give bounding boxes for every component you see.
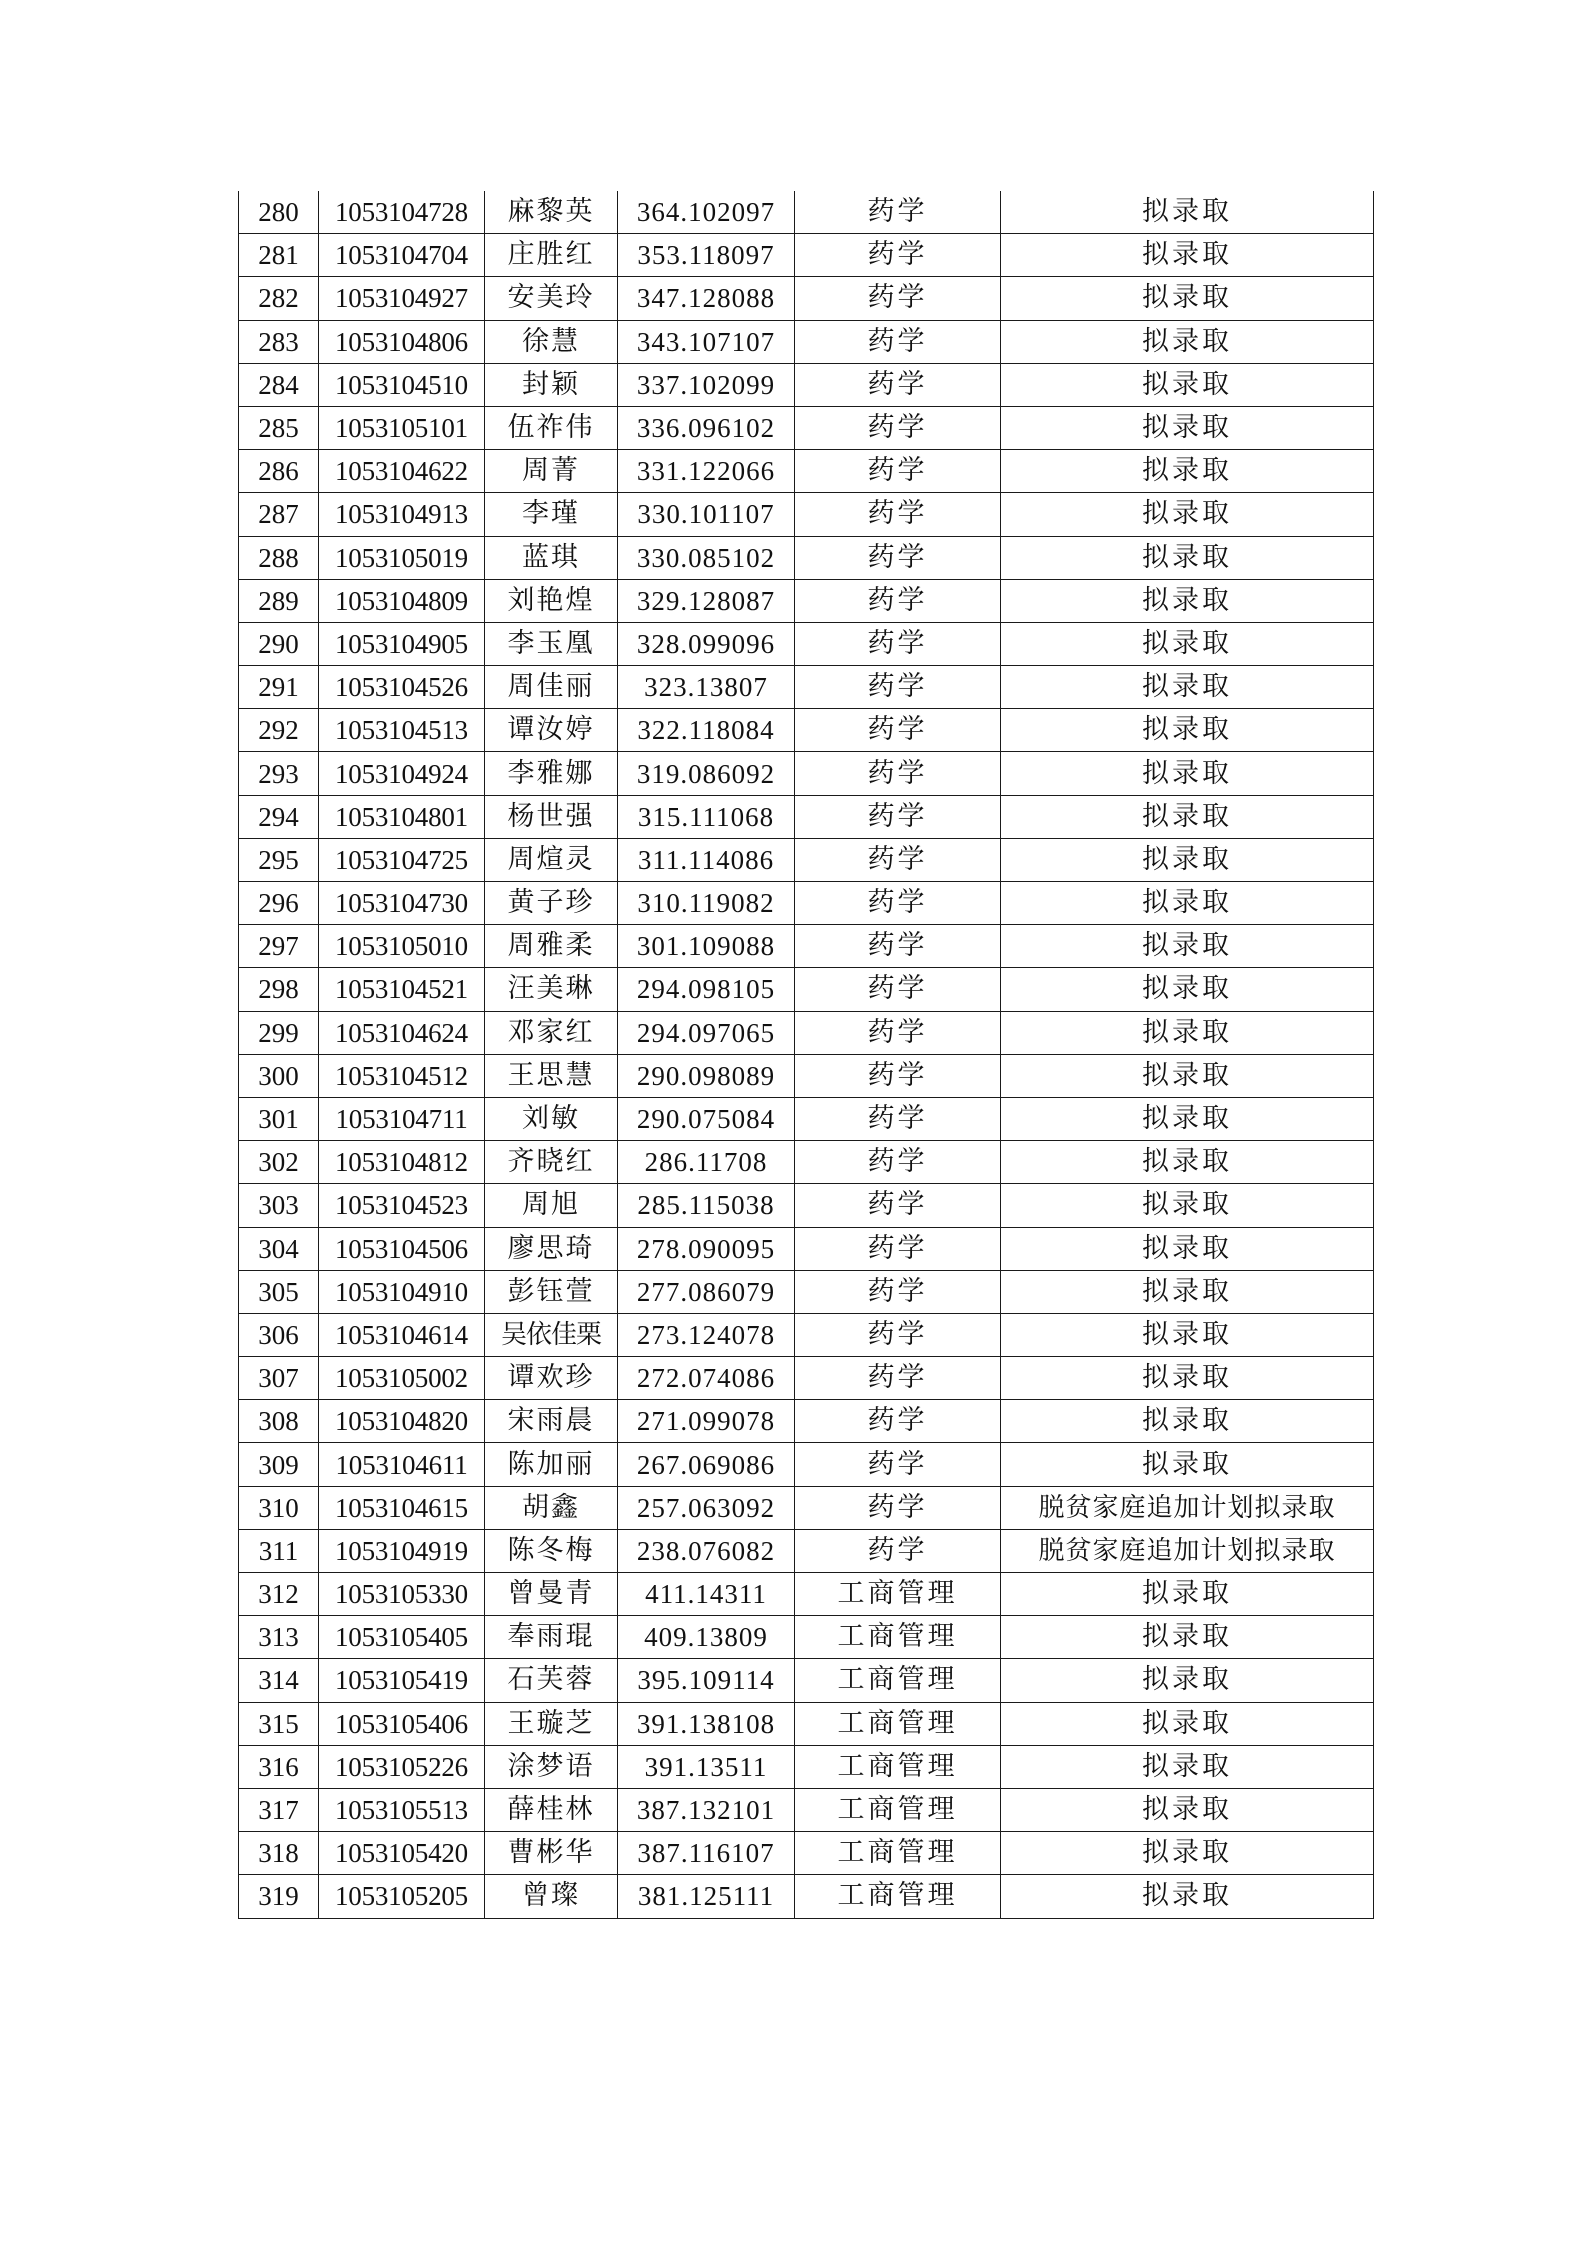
major: 药学 (795, 320, 1001, 363)
admission-status: 拟录取 (1001, 666, 1374, 709)
candidate-id: 1053104704 (319, 234, 485, 277)
candidate-id: 1053105002 (319, 1357, 485, 1400)
candidate-id: 1053104812 (319, 1141, 485, 1184)
major: 药学 (795, 1227, 1001, 1270)
total-score: 310.119082 (618, 882, 795, 925)
table-row (239, 1011, 1374, 1054)
admission-status: 拟录取 (1001, 1097, 1374, 1140)
admission-status: 拟录取 (1001, 1313, 1374, 1356)
row-number: 302 (239, 1141, 319, 1184)
admission-status: 拟录取 (1001, 1702, 1374, 1745)
table-row (239, 1313, 1374, 1356)
total-score: 328.099096 (618, 622, 795, 665)
major: 药学 (795, 1054, 1001, 1097)
candidate-name: 伍祚伟 (485, 406, 618, 449)
candidate-id: 1053104615 (319, 1486, 485, 1529)
table-row (239, 450, 1374, 493)
row-number: 306 (239, 1313, 319, 1356)
candidate-id: 1053105330 (319, 1573, 485, 1616)
table-row (239, 1875, 1374, 1918)
row-number: 300 (239, 1054, 319, 1097)
admission-status: 拟录取 (1001, 1227, 1374, 1270)
major: 药学 (795, 1400, 1001, 1443)
table-row (239, 1702, 1374, 1745)
candidate-name: 石芙蓉 (485, 1659, 618, 1702)
major: 药学 (795, 795, 1001, 838)
major: 药学 (795, 666, 1001, 709)
admission-status: 拟录取 (1001, 1270, 1374, 1313)
table-row (239, 1097, 1374, 1140)
row-number: 280 (239, 191, 319, 234)
major: 药学 (795, 1443, 1001, 1486)
admission-status: 脱贫家庭追加计划拟录取 (1001, 1486, 1374, 1529)
admission-status: 拟录取 (1001, 277, 1374, 320)
candidate-name: 杨世强 (485, 795, 618, 838)
admission-status: 拟录取 (1001, 925, 1374, 968)
row-number: 299 (239, 1011, 319, 1054)
table-row (239, 666, 1374, 709)
total-score: 286.11708 (618, 1141, 795, 1184)
total-score: 364.102097 (618, 191, 795, 234)
total-score: 409.13809 (618, 1616, 795, 1659)
major: 药学 (795, 450, 1001, 493)
admission-status: 拟录取 (1001, 1011, 1374, 1054)
major: 药学 (795, 1097, 1001, 1140)
candidate-name: 周雅柔 (485, 925, 618, 968)
total-score: 311.114086 (618, 838, 795, 881)
candidate-id: 1053105010 (319, 925, 485, 968)
candidate-name: 邓家红 (485, 1011, 618, 1054)
row-number: 294 (239, 795, 319, 838)
major: 药学 (795, 1529, 1001, 1572)
row-number: 285 (239, 406, 319, 449)
admission-status: 拟录取 (1001, 450, 1374, 493)
candidate-name: 胡鑫 (485, 1486, 618, 1529)
table-row (239, 882, 1374, 925)
candidate-name: 曾璨 (485, 1875, 618, 1918)
candidate-id: 1053105226 (319, 1745, 485, 1788)
table-row (239, 363, 1374, 406)
admission-status: 拟录取 (1001, 1616, 1374, 1659)
admission-status: 拟录取 (1001, 838, 1374, 881)
table-row (239, 795, 1374, 838)
candidate-name: 曹彬华 (485, 1832, 618, 1875)
major: 药学 (795, 709, 1001, 752)
table-row (239, 1573, 1374, 1616)
admission-status: 拟录取 (1001, 234, 1374, 277)
candidate-name: 奉雨琨 (485, 1616, 618, 1659)
admission-status: 拟录取 (1001, 1745, 1374, 1788)
candidate-id: 1053104611 (319, 1443, 485, 1486)
major: 药学 (795, 838, 1001, 881)
table-row (239, 968, 1374, 1011)
admission-status: 拟录取 (1001, 882, 1374, 925)
table-row (239, 709, 1374, 752)
total-score: 277.086079 (618, 1270, 795, 1313)
candidate-id: 1053105419 (319, 1659, 485, 1702)
admission-status: 拟录取 (1001, 1788, 1374, 1831)
major: 药学 (795, 1011, 1001, 1054)
major: 药学 (795, 234, 1001, 277)
admission-status: 拟录取 (1001, 752, 1374, 795)
total-score: 329.128087 (618, 579, 795, 622)
total-score: 391.13511 (618, 1745, 795, 1788)
table-row (239, 1529, 1374, 1572)
admission-status: 拟录取 (1001, 968, 1374, 1011)
major: 药学 (795, 1141, 1001, 1184)
candidate-name: 廖思琦 (485, 1227, 618, 1270)
table-row (239, 1400, 1374, 1443)
row-number: 303 (239, 1184, 319, 1227)
candidate-name: 薛桂林 (485, 1788, 618, 1831)
table-row (239, 1357, 1374, 1400)
total-score: 301.109088 (618, 925, 795, 968)
table-row (239, 1141, 1374, 1184)
candidate-id: 1053105205 (319, 1875, 485, 1918)
candidate-id: 1053105513 (319, 1788, 485, 1831)
row-number: 317 (239, 1788, 319, 1831)
row-number: 305 (239, 1270, 319, 1313)
table-row (239, 1184, 1374, 1227)
row-number: 309 (239, 1443, 319, 1486)
admission-table-body (239, 191, 1374, 1918)
total-score: 322.118084 (618, 709, 795, 752)
candidate-name: 黄子珍 (485, 882, 618, 925)
candidate-id: 1053105406 (319, 1702, 485, 1745)
total-score: 285.115038 (618, 1184, 795, 1227)
admission-status: 拟录取 (1001, 1054, 1374, 1097)
total-score: 294.098105 (618, 968, 795, 1011)
candidate-name: 李雅娜 (485, 752, 618, 795)
table-row (239, 536, 1374, 579)
admission-status: 拟录取 (1001, 1141, 1374, 1184)
major: 工商管理 (795, 1616, 1001, 1659)
candidate-id: 1053104624 (319, 1011, 485, 1054)
candidate-name: 齐晓红 (485, 1141, 618, 1184)
total-score: 290.075084 (618, 1097, 795, 1140)
table-row (239, 1745, 1374, 1788)
candidate-id: 1053104725 (319, 838, 485, 881)
total-score: 336.096102 (618, 406, 795, 449)
major: 药学 (795, 622, 1001, 665)
table-row (239, 838, 1374, 881)
candidate-name: 汪美琳 (485, 968, 618, 1011)
candidate-id: 1053104820 (319, 1400, 485, 1443)
major: 工商管理 (795, 1659, 1001, 1702)
row-number: 288 (239, 536, 319, 579)
table-row (239, 752, 1374, 795)
candidate-id: 1053104521 (319, 968, 485, 1011)
table-row (239, 1227, 1374, 1270)
candidate-id: 1053104905 (319, 622, 485, 665)
admission-status: 拟录取 (1001, 363, 1374, 406)
candidate-name: 周旭 (485, 1184, 618, 1227)
table-row (239, 622, 1374, 665)
row-number: 310 (239, 1486, 319, 1529)
table-row (239, 277, 1374, 320)
candidate-name: 周佳丽 (485, 666, 618, 709)
admission-status: 拟录取 (1001, 1875, 1374, 1918)
total-score: 273.124078 (618, 1313, 795, 1356)
total-score: 411.14311 (618, 1573, 795, 1616)
total-score: 353.118097 (618, 234, 795, 277)
major: 药学 (795, 579, 1001, 622)
major: 工商管理 (795, 1573, 1001, 1616)
table-row (239, 579, 1374, 622)
candidate-id: 1053104510 (319, 363, 485, 406)
row-number: 301 (239, 1097, 319, 1140)
candidate-id: 1053104910 (319, 1270, 485, 1313)
row-number: 290 (239, 622, 319, 665)
candidate-name: 刘敏 (485, 1097, 618, 1140)
row-number: 283 (239, 320, 319, 363)
total-score: 391.138108 (618, 1702, 795, 1745)
candidate-id: 1053104730 (319, 882, 485, 925)
table-row (239, 1832, 1374, 1875)
candidate-name: 周煊灵 (485, 838, 618, 881)
major: 药学 (795, 277, 1001, 320)
table-row (239, 1270, 1374, 1313)
candidate-name: 曾曼青 (485, 1573, 618, 1616)
table-row (239, 1659, 1374, 1702)
major: 药学 (795, 968, 1001, 1011)
row-number: 304 (239, 1227, 319, 1270)
candidate-name: 谭汝婷 (485, 709, 618, 752)
major: 药学 (795, 406, 1001, 449)
row-number: 315 (239, 1702, 319, 1745)
candidate-id: 1053104801 (319, 795, 485, 838)
row-number: 293 (239, 752, 319, 795)
candidate-id: 1053104809 (319, 579, 485, 622)
candidate-name: 陈加丽 (485, 1443, 618, 1486)
major: 药学 (795, 882, 1001, 925)
table-row (239, 493, 1374, 536)
total-score: 271.099078 (618, 1400, 795, 1443)
total-score: 319.086092 (618, 752, 795, 795)
major: 药学 (795, 1184, 1001, 1227)
candidate-id: 1053104614 (319, 1313, 485, 1356)
candidate-name: 王璇芝 (485, 1702, 618, 1745)
row-number: 286 (239, 450, 319, 493)
major: 工商管理 (795, 1788, 1001, 1831)
candidate-id: 1053105405 (319, 1616, 485, 1659)
major: 工商管理 (795, 1832, 1001, 1875)
admission-status: 拟录取 (1001, 579, 1374, 622)
table-row (239, 191, 1374, 234)
candidate-name: 涂梦语 (485, 1745, 618, 1788)
row-number: 287 (239, 493, 319, 536)
major: 药学 (795, 925, 1001, 968)
candidate-name: 陈冬梅 (485, 1529, 618, 1572)
admission-status: 拟录取 (1001, 1573, 1374, 1616)
candidate-id: 1053104526 (319, 666, 485, 709)
candidate-name: 吴依佳栗 (485, 1313, 618, 1356)
admission-status: 脱贫家庭追加计划拟录取 (1001, 1529, 1374, 1572)
table-row (239, 406, 1374, 449)
candidate-id: 1053104622 (319, 450, 485, 493)
major: 药学 (795, 1270, 1001, 1313)
row-number: 291 (239, 666, 319, 709)
row-number: 318 (239, 1832, 319, 1875)
admission-status: 拟录取 (1001, 795, 1374, 838)
major: 药学 (795, 752, 1001, 795)
candidate-name: 谭欢珍 (485, 1357, 618, 1400)
admission-status: 拟录取 (1001, 493, 1374, 536)
total-score: 272.074086 (618, 1357, 795, 1400)
candidate-id: 1053104711 (319, 1097, 485, 1140)
total-score: 238.076082 (618, 1529, 795, 1572)
major: 药学 (795, 536, 1001, 579)
candidate-name: 周菁 (485, 450, 618, 493)
major: 工商管理 (795, 1875, 1001, 1918)
row-number: 316 (239, 1745, 319, 1788)
major: 工商管理 (795, 1745, 1001, 1788)
row-number: 314 (239, 1659, 319, 1702)
candidate-id: 1053104523 (319, 1184, 485, 1227)
candidate-id: 1053105019 (319, 536, 485, 579)
admission-status: 拟录取 (1001, 1184, 1374, 1227)
total-score: 343.107107 (618, 320, 795, 363)
row-number: 313 (239, 1616, 319, 1659)
candidate-id: 1053105101 (319, 406, 485, 449)
total-score: 347.128088 (618, 277, 795, 320)
candidate-name: 李瑾 (485, 493, 618, 536)
major: 药学 (795, 1486, 1001, 1529)
candidate-id: 1053104728 (319, 191, 485, 234)
row-number: 289 (239, 579, 319, 622)
major: 药学 (795, 191, 1001, 234)
major: 药学 (795, 363, 1001, 406)
row-number: 281 (239, 234, 319, 277)
total-score: 387.132101 (618, 1788, 795, 1831)
admission-status: 拟录取 (1001, 709, 1374, 752)
admission-status: 拟录取 (1001, 1832, 1374, 1875)
admission-status: 拟录取 (1001, 1400, 1374, 1443)
admission-status: 拟录取 (1001, 1443, 1374, 1486)
table-row (239, 1616, 1374, 1659)
candidate-name: 徐慧 (485, 320, 618, 363)
admission-status: 拟录取 (1001, 320, 1374, 363)
admission-status: 拟录取 (1001, 536, 1374, 579)
total-score: 381.125111 (618, 1875, 795, 1918)
admission-status: 拟录取 (1001, 1357, 1374, 1400)
total-score: 331.122066 (618, 450, 795, 493)
row-number: 296 (239, 882, 319, 925)
row-number: 295 (239, 838, 319, 881)
row-number: 308 (239, 1400, 319, 1443)
candidate-name: 安美玲 (485, 277, 618, 320)
candidate-name: 庄胜红 (485, 234, 618, 277)
candidate-id: 1053105420 (319, 1832, 485, 1875)
total-score: 330.101107 (618, 493, 795, 536)
candidate-id: 1053104927 (319, 277, 485, 320)
table-row (239, 234, 1374, 277)
candidate-name: 封颖 (485, 363, 618, 406)
major: 药学 (795, 1357, 1001, 1400)
total-score: 330.085102 (618, 536, 795, 579)
candidate-id: 1053104512 (319, 1054, 485, 1097)
row-number: 319 (239, 1875, 319, 1918)
major: 工商管理 (795, 1702, 1001, 1745)
table-row (239, 925, 1374, 968)
row-number: 298 (239, 968, 319, 1011)
row-number: 297 (239, 925, 319, 968)
candidate-id: 1053104513 (319, 709, 485, 752)
major: 药学 (795, 493, 1001, 536)
table-row (239, 1788, 1374, 1831)
admission-status: 拟录取 (1001, 1659, 1374, 1702)
total-score: 395.109114 (618, 1659, 795, 1702)
admission-table (238, 191, 1374, 1919)
table-row (239, 1486, 1374, 1529)
table-row (239, 1443, 1374, 1486)
total-score: 257.063092 (618, 1486, 795, 1529)
total-score: 315.111068 (618, 795, 795, 838)
admission-status: 拟录取 (1001, 191, 1374, 234)
candidate-name: 王思慧 (485, 1054, 618, 1097)
major: 药学 (795, 1313, 1001, 1356)
candidate-name: 李玉凰 (485, 622, 618, 665)
candidate-name: 蓝琪 (485, 536, 618, 579)
admission-status: 拟录取 (1001, 622, 1374, 665)
candidate-name: 彭钰萱 (485, 1270, 618, 1313)
row-number: 284 (239, 363, 319, 406)
row-number: 312 (239, 1573, 319, 1616)
candidate-name: 宋雨晨 (485, 1400, 618, 1443)
table-row (239, 1054, 1374, 1097)
admission-status: 拟录取 (1001, 406, 1374, 449)
candidate-id: 1053104919 (319, 1529, 485, 1572)
candidate-id: 1053104924 (319, 752, 485, 795)
candidate-name: 刘艳煌 (485, 579, 618, 622)
total-score: 278.090095 (618, 1227, 795, 1270)
total-score: 387.116107 (618, 1832, 795, 1875)
candidate-id: 1053104506 (319, 1227, 485, 1270)
total-score: 323.13807 (618, 666, 795, 709)
row-number: 282 (239, 277, 319, 320)
total-score: 290.098089 (618, 1054, 795, 1097)
candidate-id: 1053104806 (319, 320, 485, 363)
row-number: 311 (239, 1529, 319, 1572)
total-score: 337.102099 (618, 363, 795, 406)
total-score: 267.069086 (618, 1443, 795, 1486)
table-row (239, 320, 1374, 363)
row-number: 307 (239, 1357, 319, 1400)
candidate-name: 麻黎英 (485, 191, 618, 234)
row-number: 292 (239, 709, 319, 752)
candidate-id: 1053104913 (319, 493, 485, 536)
total-score: 294.097065 (618, 1011, 795, 1054)
